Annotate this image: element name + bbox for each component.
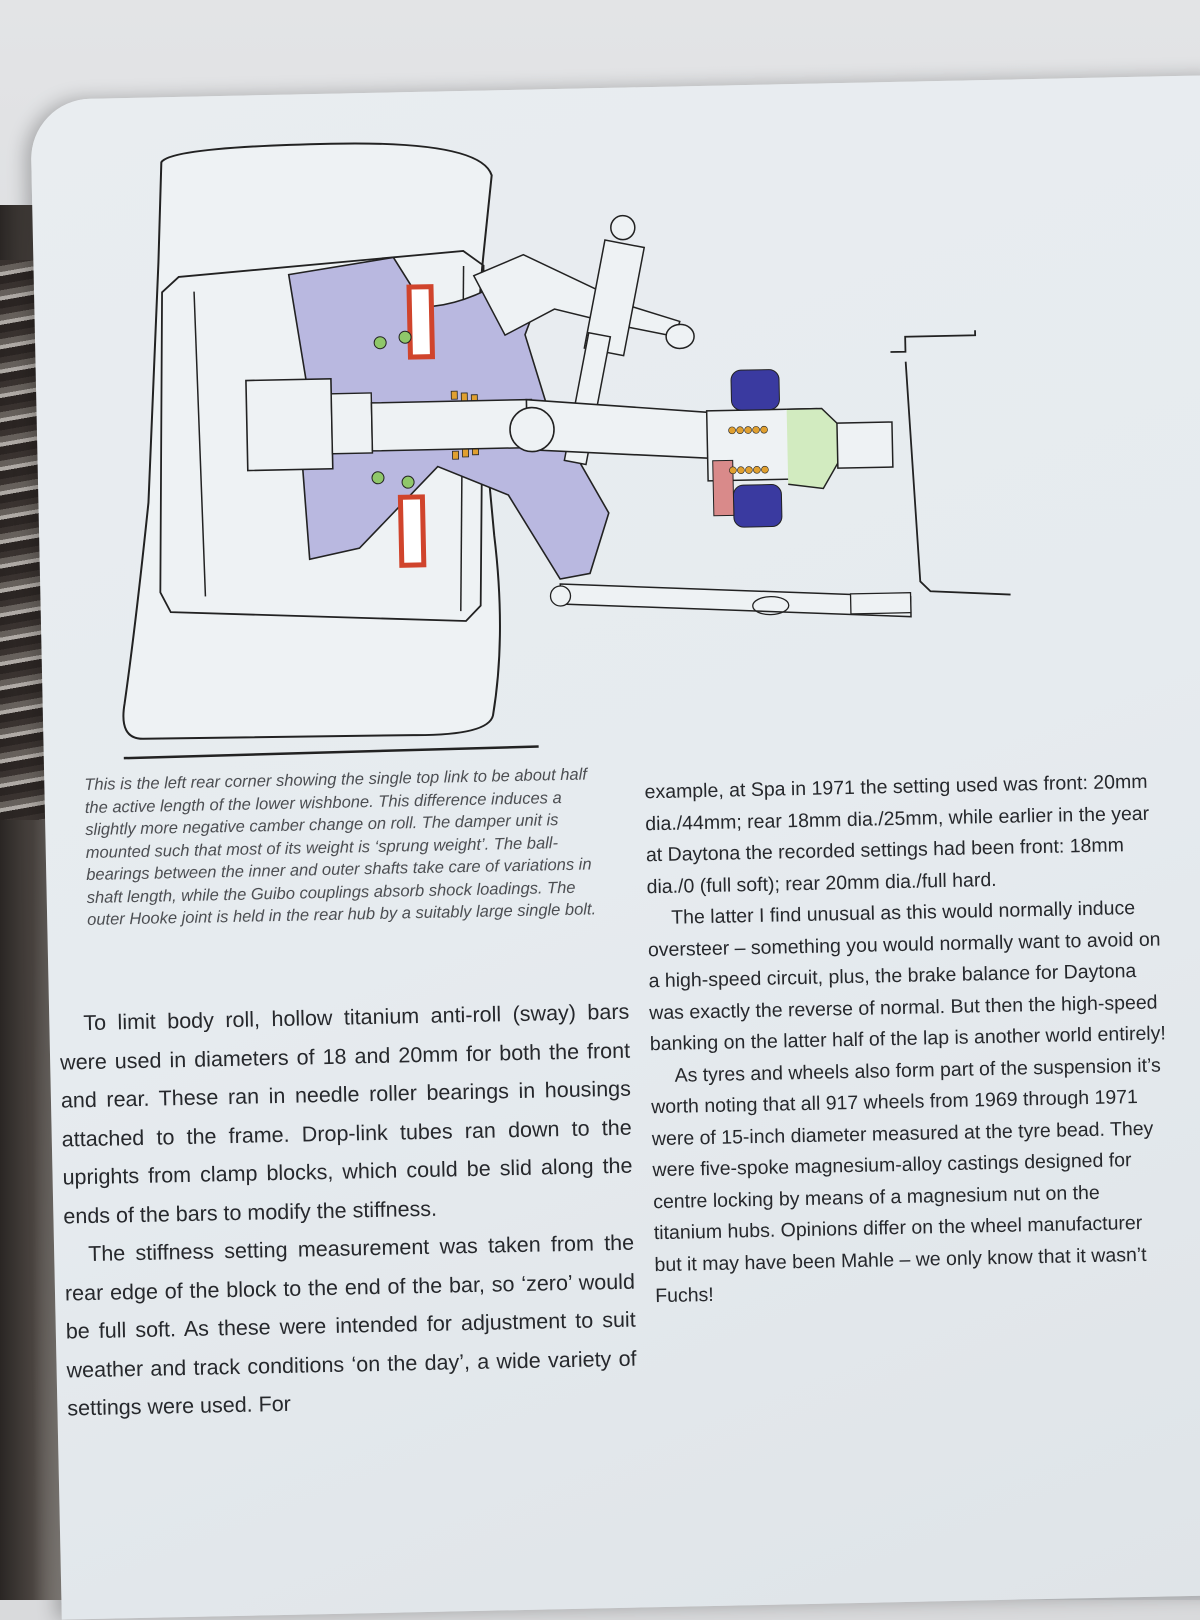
top-link xyxy=(473,251,680,340)
ground-line xyxy=(124,746,539,758)
figure-caption: This is the left rear corner showing the single top link to be about half the active length of the lower wishbone. This difference induces a slightly more negative camber change on roll. The damper unit is mounted such that most of its weight is ‘sprung weight’. The ball-bearings between the inner and outer shafts take care of variations in shaft length, while the Guibo couplings absorb shock loadings. The outer Hooke joint is held in the rear hub by a suitably large single bolt. xyxy=(84,765,597,929)
paragraph: To limit body roll, hollow titanium anti-roll (sway) bars were used in diameters of 18 and 20mm for both the front and rear. These ran in needle roller bearings in housings attached to the frame. Drop-link tubes ran down to the uprights from clamp blocks, which could be slid along the ends of the bars to modify the stiffness. xyxy=(59,999,633,1229)
brake-disc-bottom xyxy=(400,497,423,565)
paragraph: The latter I find unusual as this would normally induce oversteer – something you would normally want to avoid on a high-speed circuit, plus, the brake balance for Daytona was exactly the reverse of normal. But then the high-speed banking on the latter half of the lap is another world entirely! xyxy=(647,897,1167,1056)
guibo-coupling-bottom xyxy=(733,484,782,527)
hub-nut xyxy=(246,379,333,471)
chassis-block xyxy=(890,330,1011,597)
book-page xyxy=(30,75,1200,1620)
gearbox-flange xyxy=(837,422,893,468)
paragraph: As tyres and wheels also form part of the suspension it’s worth noting that all 917 wheels from 1969 through 1971 were of 15-inch diameter measured at the tyre bead. They were five-spoke magnesium-alloy castings designed for centre locking by means of a magnesium nut on the titanium hubs. Opinions differ on the wheel manufacturer but it may have been Mahle – we only know that it wasn’t Fuchs! xyxy=(650,1054,1162,1308)
left-text-column xyxy=(59,993,638,1428)
right-text-column xyxy=(644,766,1175,1312)
guibo-coupling-top xyxy=(731,369,780,410)
suspension-diagram xyxy=(101,124,1054,784)
paragraph: The stiffness setting measurement was taken from the rear edge of the block to the end of the bar, so ‘zero’ would be full soft. As these were intended for adjustment to suit weather and track conditions ‘on the day’, a wide variety of settings were used. For xyxy=(64,1230,637,1421)
paragraph: example, at Spa in 1971 the setting used was front: 20mm dia./44mm; rear 18mm dia./25mm, while earlier in the year at Daytona the recorded settings had been front: 18mm dia./0 (full soft); rear 20mm dia./full hard. xyxy=(644,770,1150,898)
brake-disc-top xyxy=(409,287,432,357)
